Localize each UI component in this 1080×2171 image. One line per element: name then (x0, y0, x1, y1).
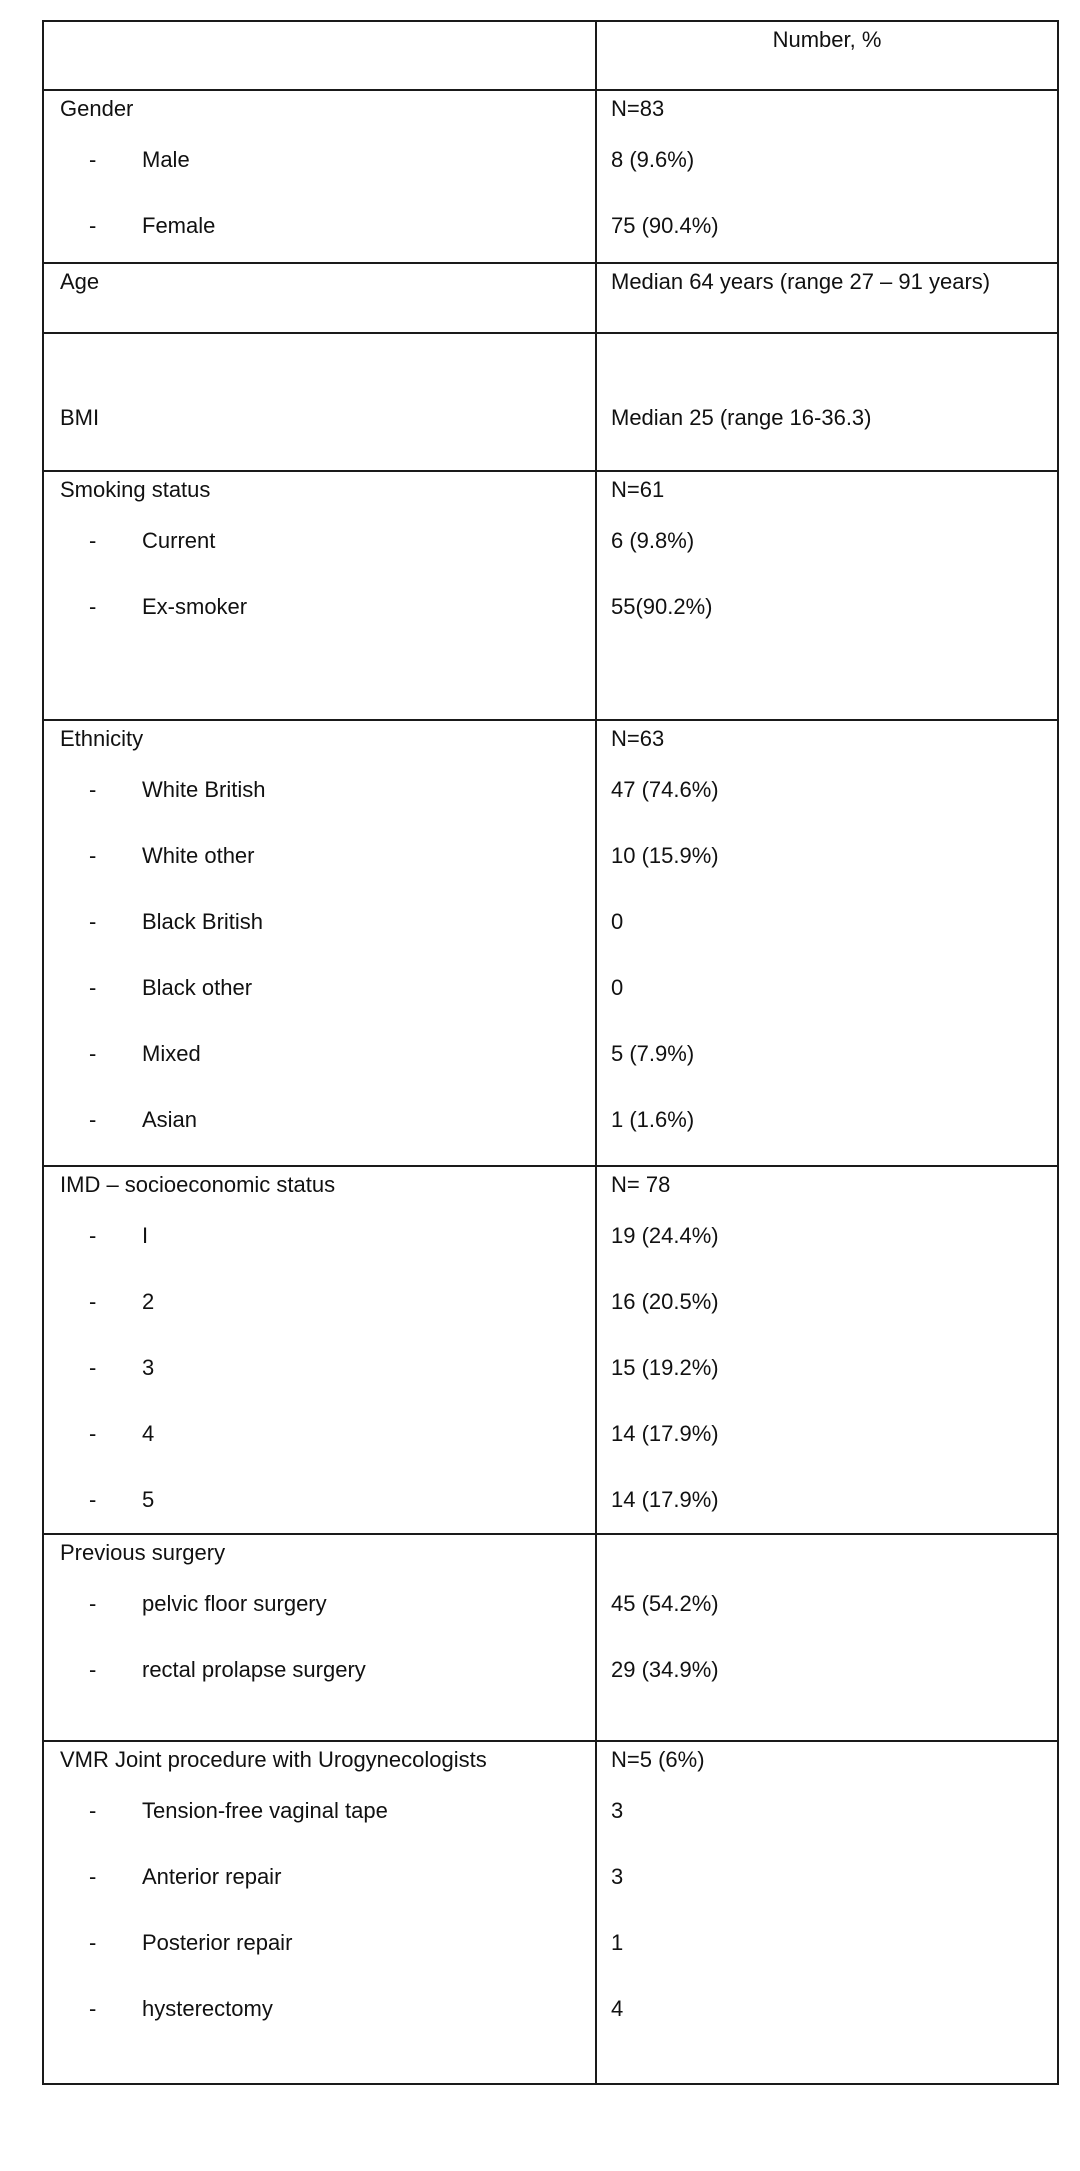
bullet-dash: - (89, 1930, 97, 1955)
value-cell (596, 333, 1058, 471)
subcategory-value: 75 (90.4%) (611, 213, 719, 238)
subcategory-value: 1 (611, 1930, 624, 1955)
category-value: N=5 (6%) (611, 1747, 705, 1772)
subcategory-row (44, 1467, 595, 1533)
bullet-dash: - (89, 1289, 97, 1314)
value-cell (596, 720, 1058, 1166)
subcategory-row (44, 1335, 595, 1401)
subcategory-row (44, 127, 595, 193)
category-cell (43, 90, 596, 263)
subcategory-label: 3 (142, 1355, 155, 1380)
table-row (43, 1166, 1058, 1534)
subcategory-row (44, 1910, 595, 1976)
subcategory-row (44, 1401, 595, 1467)
subcategory-label: White other (142, 843, 255, 868)
subcategory-value: 29 (34.9%) (611, 1657, 719, 1682)
bullet-dash: - (89, 1798, 97, 1823)
value-cell (596, 90, 1058, 263)
subcategory-row (44, 1571, 595, 1637)
table-row (43, 720, 1058, 1166)
header-number-label: Number, % (772, 27, 882, 52)
subcategory-value: 0 (611, 909, 624, 934)
subcategory-label: White British (142, 777, 266, 802)
bullet-dash: - (89, 909, 97, 934)
category-cell (43, 333, 596, 471)
category-cell (43, 1741, 596, 2084)
header-row (43, 21, 1058, 90)
header-cell-number (596, 21, 1058, 90)
category-value: N= 78 (611, 1172, 671, 1197)
subcategory-value: 1 (1.6%) (611, 1107, 695, 1132)
value-cell (596, 263, 1058, 333)
subcategory-label: I (142, 1223, 149, 1248)
subcategory-value: 6 (9.8%) (611, 528, 695, 553)
category-value: Median 64 years (range 27 – 91 years) (611, 269, 991, 294)
subcategory-value: 5 (7.9%) (611, 1041, 695, 1066)
bullet-dash: - (89, 843, 97, 868)
bullet-dash: - (89, 528, 97, 553)
subcategory-label: rectal prolapse surgery (142, 1657, 366, 1682)
subcategory-label: Anterior repair (142, 1864, 282, 1889)
subcategory-row (44, 1778, 595, 1844)
subcategory-value: 14 (17.9%) (611, 1421, 719, 1446)
category-value: Median 25 (range 16-36.3) (611, 405, 872, 430)
bullet-dash: - (89, 1657, 97, 1682)
subcategory-value: 3 (611, 1798, 624, 1823)
bullet-dash: - (89, 777, 97, 802)
category-cell (43, 720, 596, 1166)
subcategory-label: pelvic floor surgery (142, 1591, 327, 1616)
category-value (597, 1535, 1057, 1571)
table-row (43, 1534, 1058, 1741)
table-row (43, 333, 1058, 471)
subcategory-value: 14 (17.9%) (611, 1487, 719, 1512)
subcategory-value: 16 (20.5%) (611, 1289, 719, 1314)
subcategory-value: 55(90.2%) (611, 594, 713, 619)
subcategory-row (44, 508, 595, 574)
value-cell (596, 1166, 1058, 1534)
table-row (43, 1741, 1058, 2084)
category-label: VMR Joint procedure with Urogynecologists (60, 1747, 487, 1772)
category-label: BMI (60, 405, 100, 430)
bullet-dash: - (89, 975, 97, 1000)
subcategory-label: hysterectomy (142, 1996, 273, 2021)
header-cell-blank (43, 21, 596, 90)
subcategory-value: 47 (74.6%) (611, 777, 719, 802)
bullet-dash: - (89, 1355, 97, 1380)
table-row (43, 90, 1058, 263)
bullet-dash: - (89, 1041, 97, 1066)
subcategory-value: 19 (24.4%) (611, 1223, 719, 1248)
subcategory-row (44, 889, 595, 955)
subcategory-label: Tension-free vaginal tape (142, 1798, 388, 1823)
subcategory-label: Ex-smoker (142, 594, 248, 619)
category-label: IMD – socioeconomic status (60, 1172, 336, 1197)
subcategory-row (44, 823, 595, 889)
subcategory-value: 4 (611, 1996, 624, 2021)
subcategory-row (44, 1087, 595, 1153)
category-label: Smoking status (60, 477, 211, 502)
category-value: N=83 (611, 96, 665, 121)
subcategory-value: 0 (611, 975, 624, 1000)
subcategory-value: 15 (19.2%) (611, 1355, 719, 1380)
table-row (43, 471, 1058, 720)
category-value: N=63 (611, 726, 665, 751)
bullet-dash: - (89, 213, 97, 238)
bullet-dash: - (89, 1223, 97, 1248)
bullet-dash: - (89, 1996, 97, 2021)
subcategory-row (44, 1021, 595, 1087)
subcategory-row (44, 193, 595, 259)
subcategory-label: 2 (142, 1289, 155, 1314)
category-cell (43, 1166, 596, 1534)
subcategory-label: Black other (142, 975, 253, 1000)
header-blank-label (44, 22, 595, 58)
category-label: Previous surgery (60, 1540, 226, 1565)
subcategory-row (44, 1637, 595, 1703)
value-cell (596, 471, 1058, 720)
category-cell (43, 471, 596, 720)
subcategory-label: 5 (142, 1487, 155, 1512)
category-label: Ethnicity (60, 726, 144, 751)
subcategory-label: 4 (142, 1421, 155, 1446)
subcategory-label: Asian (142, 1107, 198, 1132)
subcategory-row (44, 1203, 595, 1269)
subcategory-label: Male (142, 147, 190, 172)
category-value: N=61 (611, 477, 665, 502)
subcategory-row (44, 757, 595, 823)
table-body (43, 90, 1058, 2084)
subcategory-label: Female (142, 213, 216, 238)
bullet-dash: - (89, 147, 97, 172)
bullet-dash: - (89, 594, 97, 619)
bullet-dash: - (89, 1591, 97, 1616)
category-cell (43, 263, 596, 333)
value-cell (596, 1741, 1058, 2084)
subcategory-value: 10 (15.9%) (611, 843, 719, 868)
subcategory-row (44, 1844, 595, 1910)
subcategory-label: Black British (142, 909, 264, 934)
demographics-table (42, 20, 1059, 2085)
subcategory-label: Current (142, 528, 216, 553)
bullet-dash: - (89, 1107, 97, 1132)
subcategory-row (44, 574, 595, 640)
subcategory-label: Mixed (142, 1041, 201, 1066)
category-label: Age (60, 269, 100, 294)
subcategory-row (44, 1976, 595, 2042)
subcategory-value: 45 (54.2%) (611, 1591, 719, 1616)
subcategory-row (44, 955, 595, 1021)
table-row (43, 263, 1058, 333)
bullet-dash: - (89, 1421, 97, 1446)
subcategory-label: Posterior repair (142, 1930, 293, 1955)
subcategory-row (44, 1269, 595, 1335)
category-cell (43, 1534, 596, 1741)
bullet-dash: - (89, 1864, 97, 1889)
category-label: Gender (60, 96, 134, 121)
subcategory-value: 3 (611, 1864, 624, 1889)
subcategory-value: 8 (9.6%) (611, 147, 695, 172)
bullet-dash: - (89, 1487, 97, 1512)
value-cell (596, 1534, 1058, 1741)
